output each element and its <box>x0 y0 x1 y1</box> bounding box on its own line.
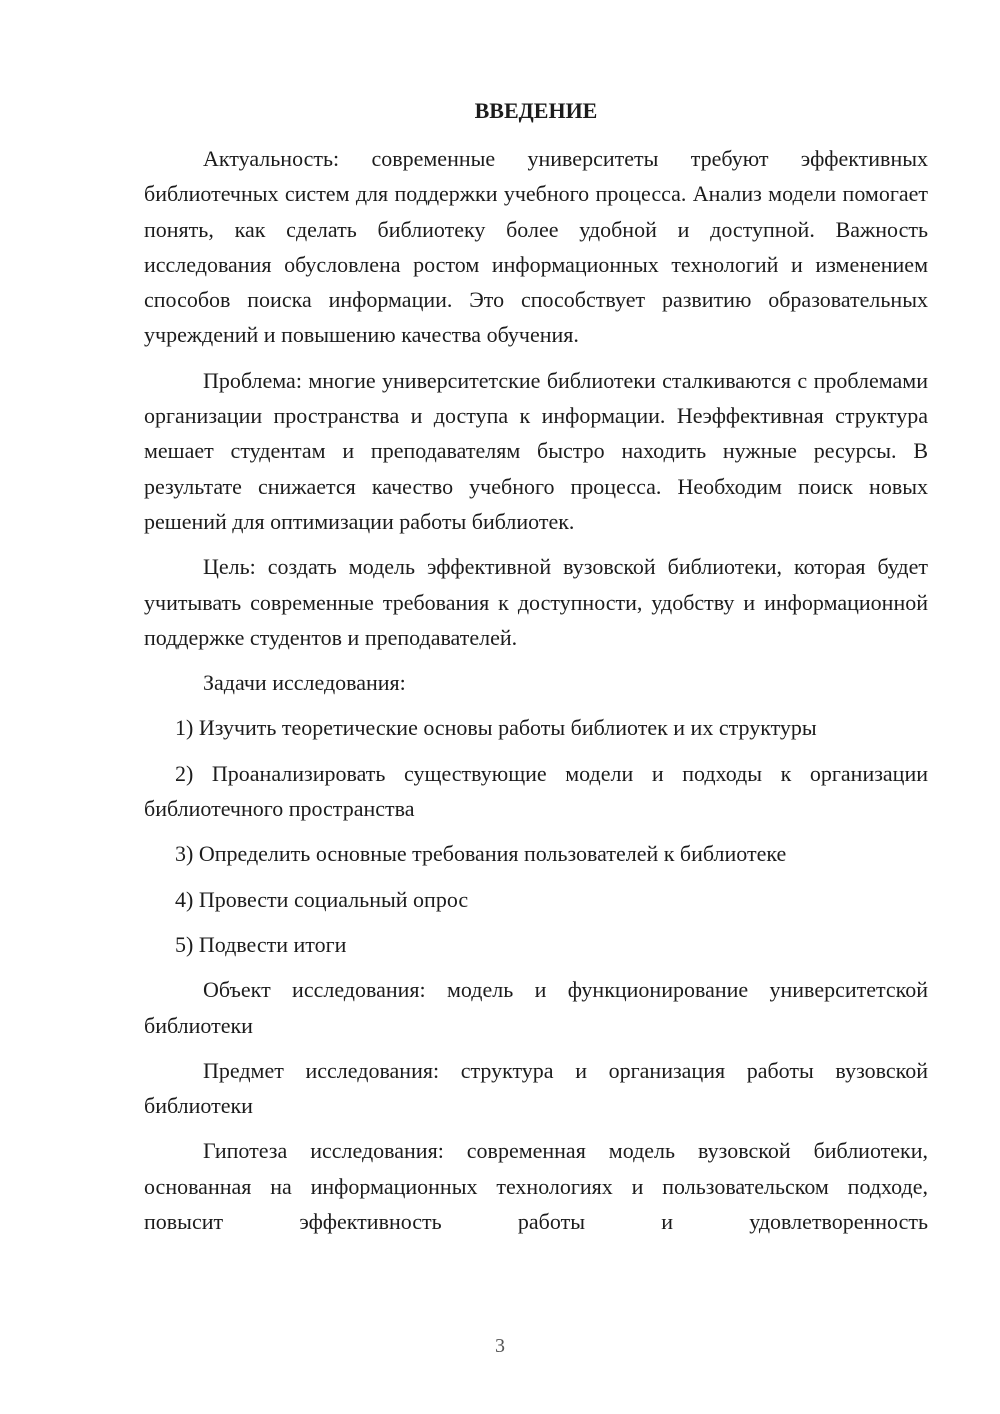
paragraph-relevance: Актуальность: современные университеты требуют эффективных библиотечных систем для поддержки учебного процесса. Анализ модели помогает понять, как сделать библиотеку более удобной и доступной. Важность исследования обусловлена ростом информационных технологий и изменением способов поиска информации. Это способствует развитию образовательных учреждений и повышению качества обучения. <box>144 146 928 348</box>
list-item: 5) Подвести итоги <box>175 931 347 957</box>
document-page <box>144 93 928 1239</box>
section-heading: ВВЕДЕНИЕ <box>474 98 598 123</box>
paragraph-hypothesis: Гипотеза исследования: современная модель вузовской библиотеки, основанная на информационных технологиях и пользовательском подходе, повысит эффективность работы и удовлетворенность <box>144 1138 928 1235</box>
list-item: 3) Определить основные требования пользователей к библиотеке <box>175 841 787 867</box>
list-item: 4) Провести социальный опрос <box>175 886 469 912</box>
tasks-title: Задачи исследования: <box>203 670 406 696</box>
paragraph-goal: Цель: создать модель эффективной вузовской библиотеки, которая будет учитывать современные требования к доступности, удобству и информационной поддержке студентов и преподавателей. <box>144 554 928 650</box>
tasks-list <box>144 710 928 962</box>
paragraph-object: Объект исследования: модель и функционирование университетской библиотеки <box>144 977 928 1038</box>
page-number: 3 <box>495 1335 505 1357</box>
paragraph-problem: Проблема: многие университетские библиотеки сталкиваются с проблемами организации пространства и доступа к информации. Неэффективная структура мешает студентам и преподавателям быстро находить нужные ресурсы. В результате снижается качество учебного процесса. Необходим поиск новых решений для оптимизации работы библиотек. <box>144 367 928 534</box>
list-item: 2) Проанализировать существующие модели и подходы к организации библиотечного пространства <box>144 760 928 822</box>
paragraph-subject: Предмет исследования: структура и организация работы вузовской библиотеки <box>144 1057 928 1119</box>
list-item: 1) Изучить теоретические основы работы библиотек и их структуры <box>175 715 817 741</box>
